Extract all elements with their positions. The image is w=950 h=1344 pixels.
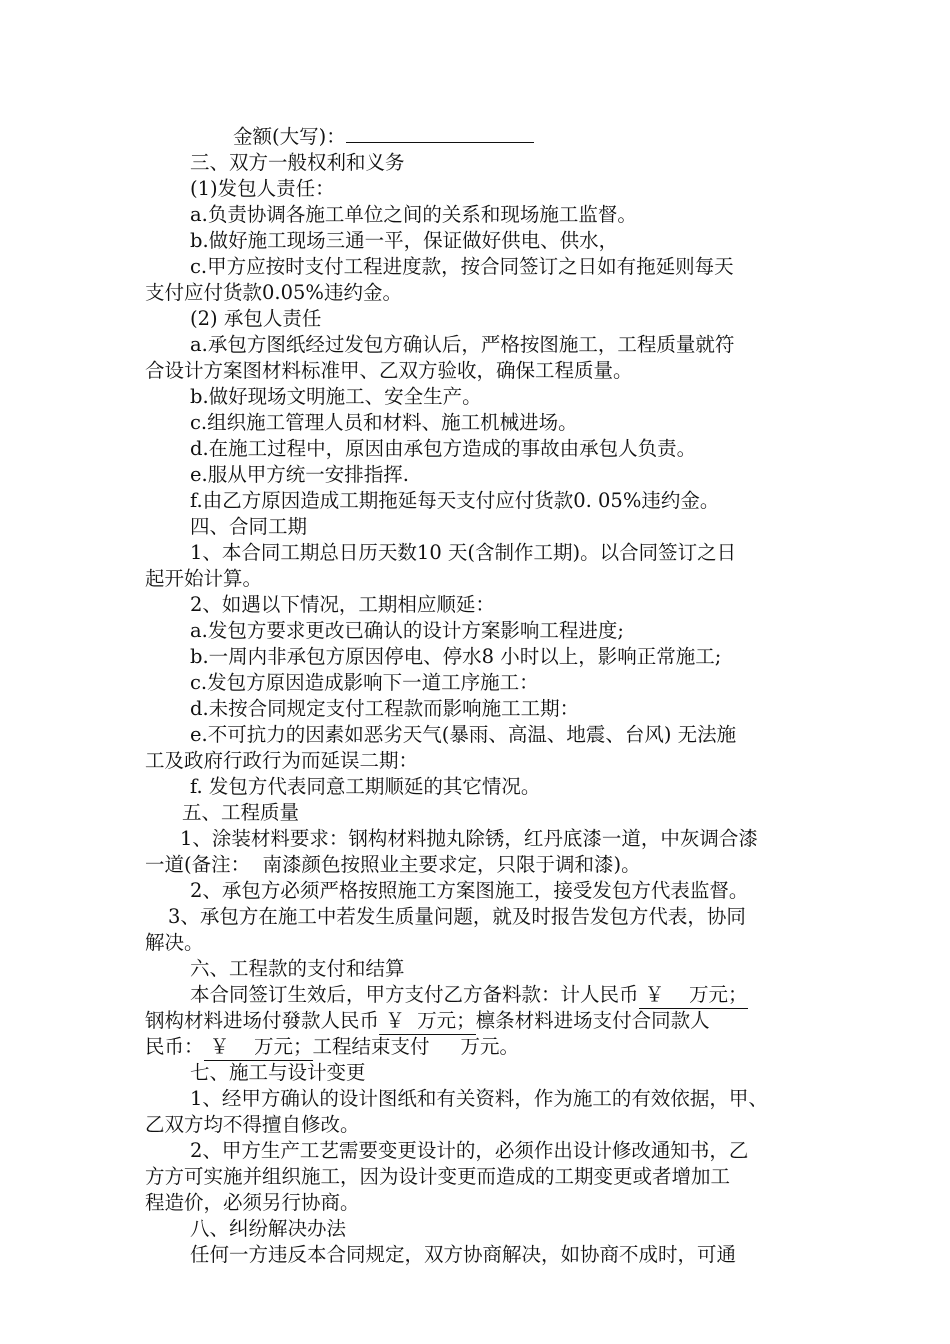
text-line: 2、甲方生产工艺需要变更设计的，必须作出设计修改通知书，乙 [190,1139,749,1162]
text-line: 2、如遇以下情况，工期相应顺延： [190,593,495,616]
text-line: f.由乙方原因造成工期拖延每天支付应付货款0. 05%违约金。 [190,489,720,512]
text-line: 一道(备注： 南漆颜色按照业主要求定，只限于调和漆)。 [145,853,641,876]
text-line: c.发包方原因造成影响下一道工序施工： [190,671,539,694]
text-line: 工及政府行政行为而延误二期： [145,749,419,772]
amount-blank [346,124,534,143]
payment-text: 工程结束支付 万元。 [312,1035,520,1058]
text-line: 1、本合同工期总日历天数10 天(含制作工期)。以合同签订之日 [190,541,737,564]
text-line: 1、经甲方确认的设计图纸和有关资料，作为施工的有效依据，甲、 [190,1087,768,1110]
section-7-heading: 七、施工与设计变更 [190,1061,366,1084]
text-line: 3、承包方在施工中若发生质量问题，就及时报告发包方代表，协同 [168,905,746,928]
amount-line [233,124,534,150]
section-8-heading: 八、纠纷解决办法 [190,1217,347,1240]
text-line: (1)发包人责任： [190,177,335,200]
payment-text: 檩条材料进场支付合同款人 [475,1009,710,1032]
text-line: 解决。 [145,931,204,954]
text-line: c.组织施工管理人员和材料、施工机械进场。 [190,411,578,434]
text-line: 2、承包方必须严格按照施工方案图施工，接受发包方代表监督。 [190,879,749,902]
text-line: 支付应付货款0.05%违约金。 [145,281,402,304]
text-line: d.未按合同规定支付工程款而影响施工工期： [190,697,580,720]
payment-blank: ￥ 万元； [379,1008,476,1035]
text-line: (2) 承包人责任 [190,307,322,330]
payment-line-3 [145,1034,519,1061]
text-line: 1、涂装材料要求：钢构材料抛丸除锈，红丹底漆一道，中灰调合漆 [180,827,758,850]
payment-blank: ￥ 万元； [639,982,748,1009]
payment-blank: ￥ 万元； [204,1034,313,1061]
payment-text: 本合同签订生效后，甲方支付乙方备料款：计人民币 [190,983,639,1006]
text-line: 起开始计算。 [145,567,263,590]
text-line: a.发包方要求更改已确认的设计方案影响工程进度; [190,619,624,642]
text-line: c.甲方应按时支付工程进度款，按合同签订之日如有拖延则每天 [190,255,734,278]
text-line: b.做好现场文明施工、安全生产。 [190,385,482,408]
text-line: b.一周内非承包方原因停电、停水8 小时以上，影响正常施工; [190,645,722,668]
section-5-heading: 五、工程质量 [182,801,300,824]
text-line: a.负责协调各施工单位之间的关系和现场施工监督。 [190,203,637,226]
text-line: e.不可抗力的因素如恶劣天气(暴雨、高温、地震、台风) 无法施 [190,723,737,746]
text-line: 程造价，必须另行协商。 [145,1191,360,1214]
section-3-heading: 三、双方一般权利和义务 [190,151,405,174]
text-line: f. 发包方代表同意工期顺延的其它情况。 [190,775,541,798]
text-line: 任何一方违反本合同规定，双方协商解决，如协商不成时，可通 [190,1243,737,1266]
text-line: e.服从甲方统一安排指挥. [190,463,409,486]
text-line: d.在施工过程中，原因由承包方造成的事故由承包人负责。 [190,437,697,460]
section-6-heading: 六、工程款的支付和结算 [190,957,405,980]
text-line: a.承包方图纸经过发包方确认后，严格按图施工，工程质量就符 [190,333,735,356]
amount-label: 金额(大写)： [233,125,346,148]
payment-text: 民币： [145,1035,204,1058]
payment-line-2 [145,1008,710,1035]
payment-text: 钢构材料进场付發款人民币 [145,1009,380,1032]
payment-line-1 [190,982,748,1009]
text-line: 合设计方案图材料标准甲、乙双方验收，确保工程质量。 [145,359,633,382]
text-line: b.做好施工现场三通一平，保证做好供电、供水， [190,229,619,252]
text-line: 乙双方均不得擅自修改。 [145,1113,360,1136]
text-line: 方方可实施并组织施工，因为设计变更而造成的工期变更或者增加工 [145,1165,731,1188]
section-4-heading: 四、合同工期 [190,515,308,538]
